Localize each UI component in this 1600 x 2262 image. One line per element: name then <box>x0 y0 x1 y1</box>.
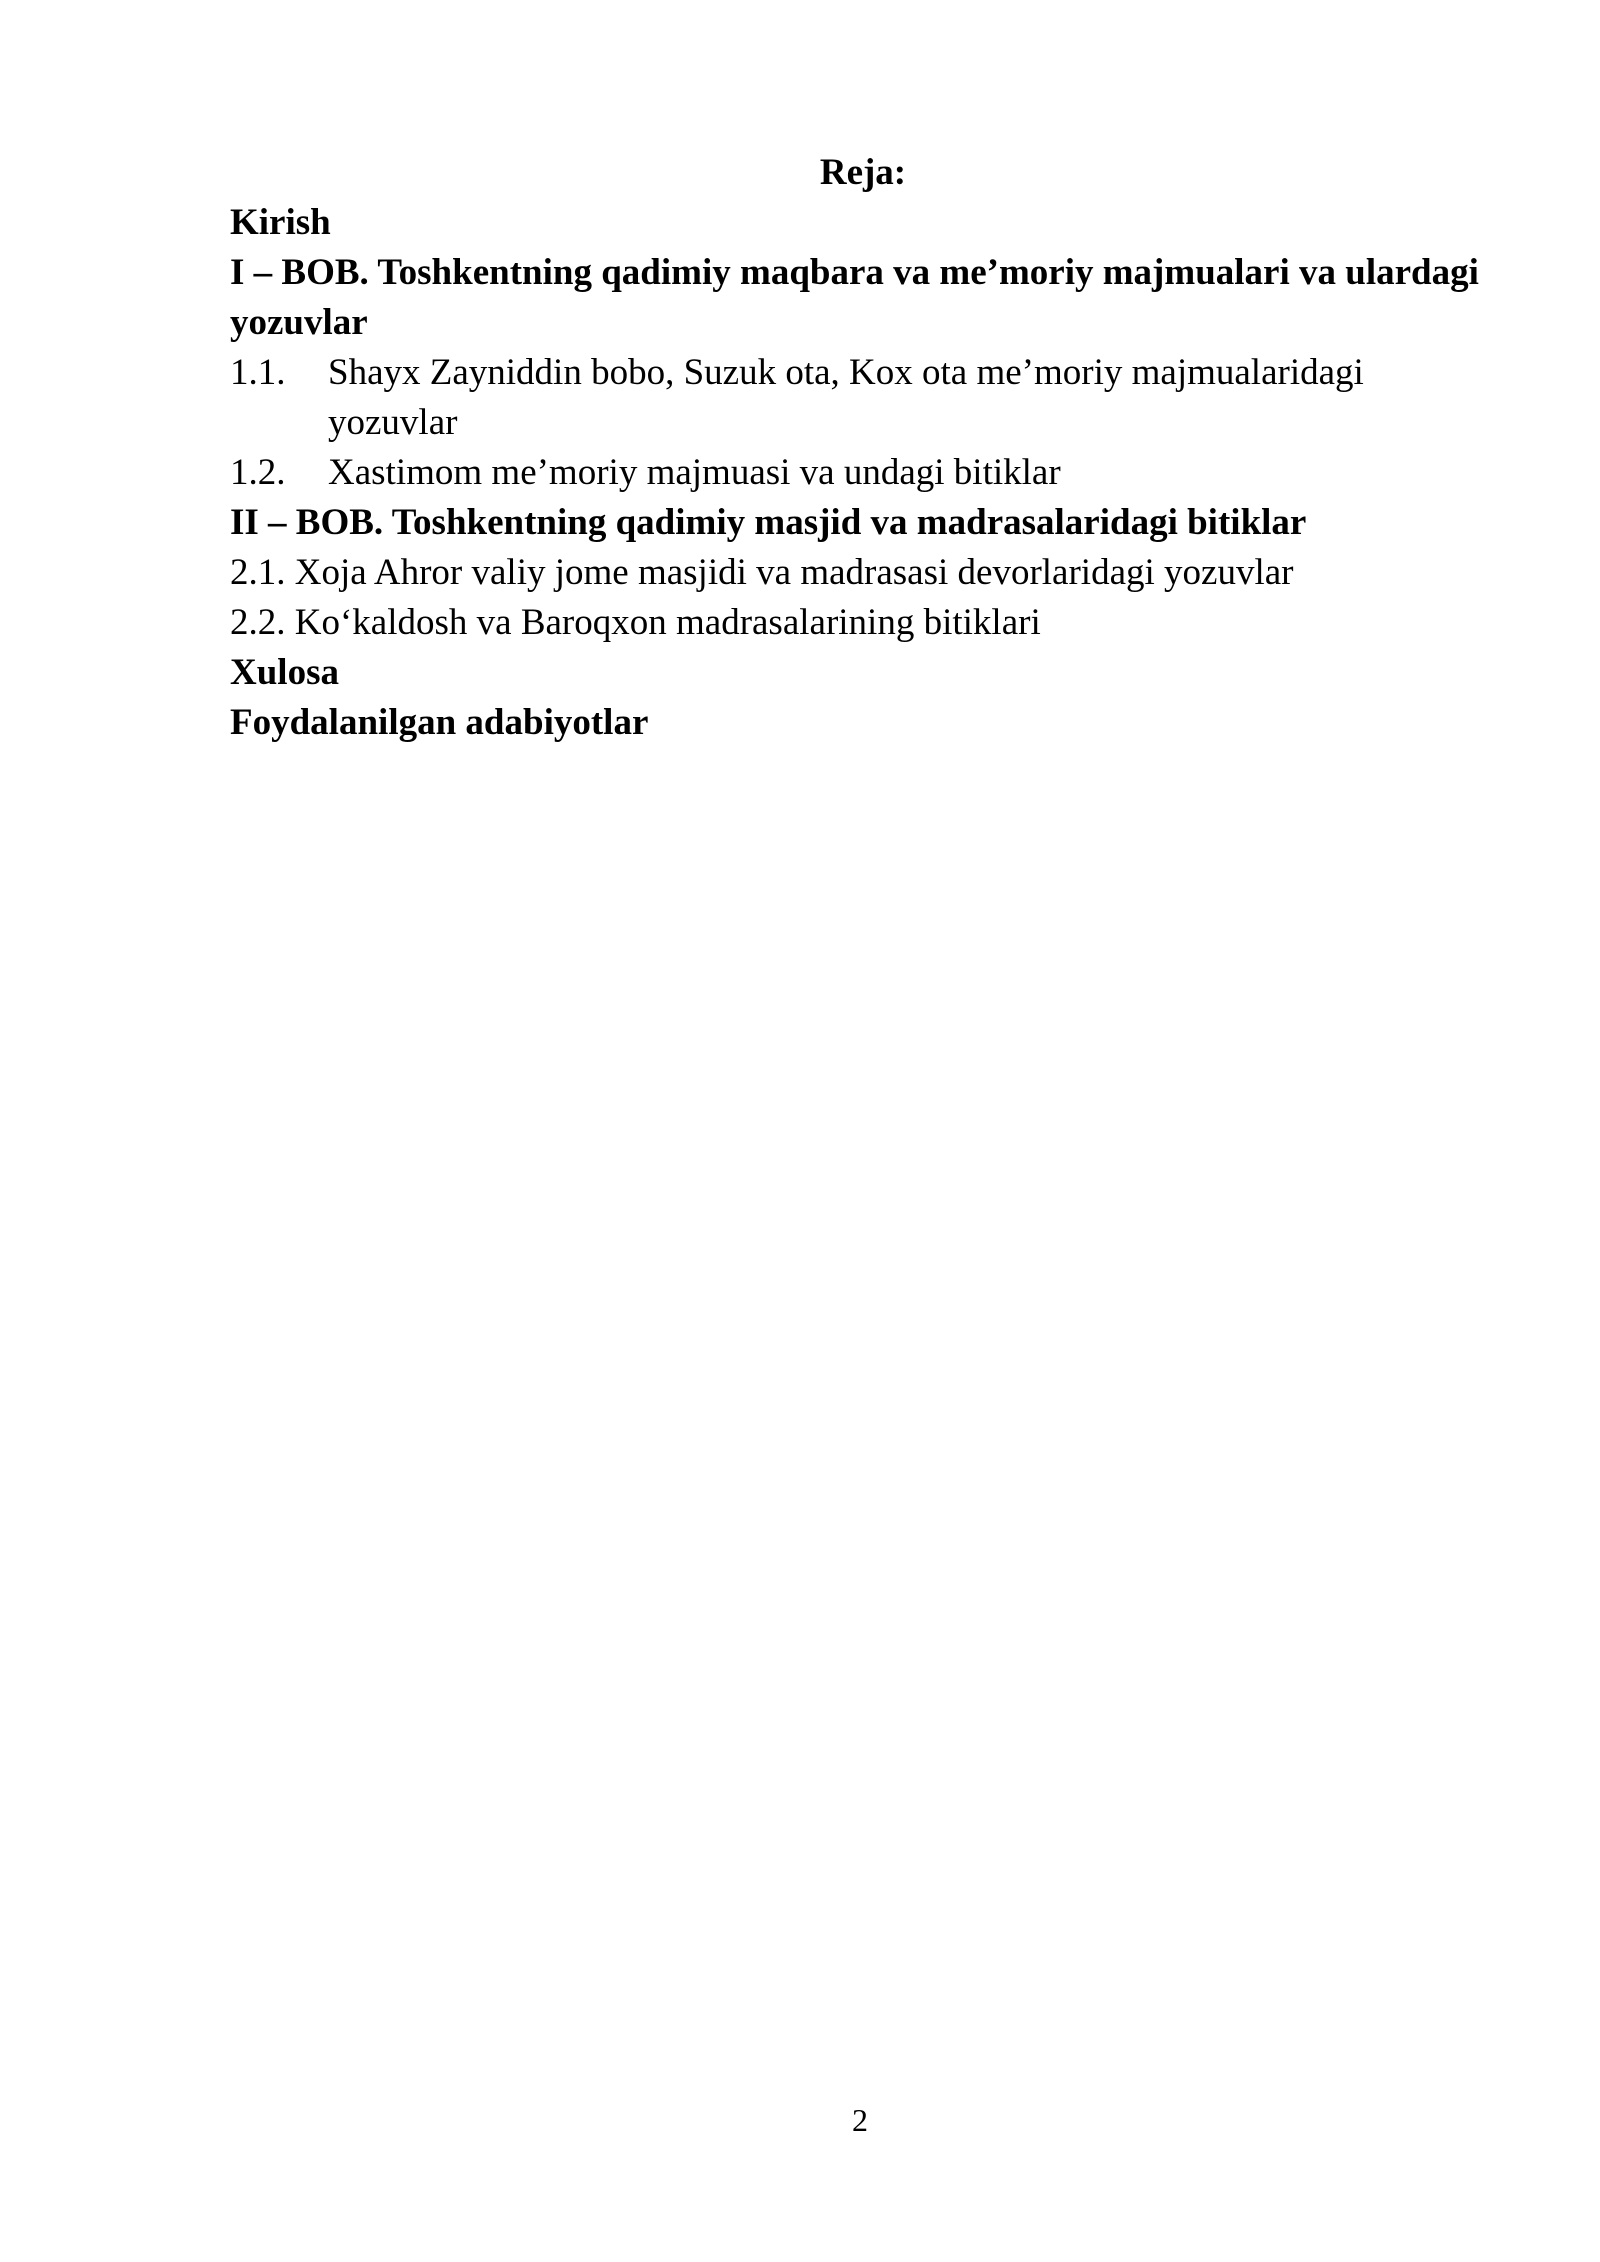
section-title: Xastimom me’moriy majmuasi va undagi bitiklar <box>328 452 1061 493</box>
page-title: Reja: <box>819 152 907 193</box>
page-number: 2 <box>852 2102 868 2138</box>
toc-chapter-2: II – BOB. Toshkentning qadimiy masjid va madrasalaridagi bitiklar <box>230 502 1307 543</box>
toc-chapter-1: I – BOB. Toshkentning qadimiy maqbara va me’moriy majmualari va ulardagi yozuvlar <box>230 252 1479 343</box>
section-number: 1.2. <box>230 452 286 493</box>
table-of-contents <box>230 148 1510 748</box>
toc-section-2-1: 2.1. Xoja Ahror valiy jome masjidi va madrasasi devorlaridagi yozuvlar <box>230 552 1294 593</box>
section-number: 1.1. <box>230 352 286 393</box>
toc-item-references: Foydalanilgan adabiyotlar <box>230 702 649 743</box>
toc-section-1-1 <box>230 348 1510 448</box>
toc-item-introduction: Kirish <box>230 202 331 243</box>
toc-section-1-2 <box>230 448 1510 498</box>
section-title: Shayx Zayniddin bobo, Suzuk ota, Kox ota me’moriy majmualaridagi yozuvlar <box>328 352 1364 443</box>
toc-section-2-2: 2.2. Ko‘kaldosh va Baroqxon madrasalarining bitiklari <box>230 602 1041 643</box>
toc-item-conclusion: Xulosa <box>230 652 339 693</box>
